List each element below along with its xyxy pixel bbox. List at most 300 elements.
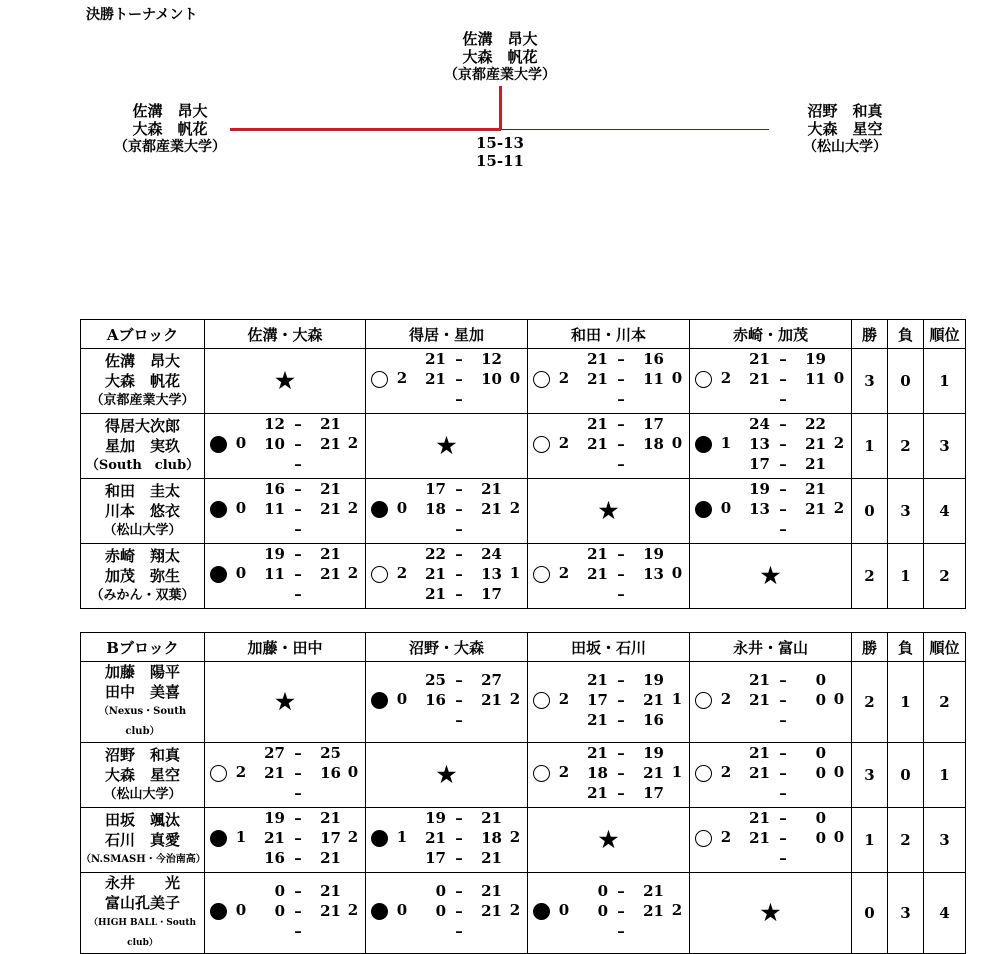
header-cell: 負 (888, 320, 924, 349)
player-name: 川本 悠衣 (104, 502, 180, 520)
set-score-own: 25 (425, 671, 446, 689)
header-cell: 田坂・石川 (528, 633, 690, 662)
set-score-dash: – (455, 565, 463, 583)
set-score-row (412, 584, 506, 604)
set-score-own: 21 (749, 370, 770, 388)
match-result (690, 349, 851, 413)
set-scores (736, 808, 830, 868)
sets-lost: 0 (671, 369, 683, 387)
set-score-row (574, 414, 668, 434)
sets-won: 2 (558, 564, 570, 582)
right-affiliation: （松山大学） (803, 139, 887, 155)
loss-circle-icon (533, 903, 550, 920)
set-score-dash: – (455, 545, 463, 563)
set-score-dash: – (455, 691, 463, 709)
header-cell: 和田・川本 (528, 320, 690, 349)
block-header-row (81, 320, 966, 349)
sets-lost: 0 (833, 369, 845, 387)
set-score-dash: – (617, 350, 625, 368)
set-score-dash: – (779, 764, 787, 782)
header-cell: 赤崎・加茂 (690, 320, 852, 349)
set-score-row (412, 710, 506, 730)
rank-cell: 4 (924, 479, 966, 544)
set-score-row (251, 848, 345, 868)
set-score-opp: 21 (320, 882, 341, 900)
set-score-own: 21 (749, 350, 770, 368)
set-score-opp: 19 (805, 350, 826, 368)
set-score-opp: 21 (805, 480, 826, 498)
set-score-dash: – (617, 455, 625, 473)
bracket-right-line (501, 129, 769, 130)
sets-won: 2 (558, 690, 570, 708)
match-cell (690, 349, 852, 414)
set-score-dash: – (294, 480, 302, 498)
set-score-dash: – (455, 922, 463, 940)
set-score-opp: 21 (643, 764, 664, 782)
sets-won: 2 (235, 763, 247, 781)
set-scores (251, 881, 345, 941)
set-score-dash: – (455, 480, 463, 498)
header-cell: Aブロック (81, 320, 205, 349)
set-score-dash: – (455, 809, 463, 827)
match-result (528, 414, 689, 478)
set-score-row (736, 743, 830, 763)
match-result (528, 881, 689, 945)
set-score-own: 17 (425, 849, 446, 867)
rank-cell: 2 (924, 544, 966, 609)
set-score-own: 21 (749, 691, 770, 709)
set-score-row (736, 519, 830, 539)
header-cell: 勝 (852, 633, 888, 662)
match-result (205, 743, 365, 807)
set-score-dash: – (294, 784, 302, 802)
sets-lost: 2 (347, 564, 359, 582)
player-name: 和田 圭太 (104, 482, 180, 500)
match-cell (366, 662, 528, 743)
player-name: 佐溝 昂大 (104, 352, 180, 370)
player-cell (81, 873, 205, 954)
set-score-dash: – (617, 784, 625, 802)
set-score-row (412, 670, 506, 690)
match-cell (690, 414, 852, 479)
set-score-opp: 16 (643, 711, 664, 729)
player-name: 大森 帆花 (104, 372, 180, 390)
set-scores (412, 349, 506, 409)
set-score-row (736, 828, 830, 848)
set-scores (412, 479, 506, 539)
set-score-own: 11 (264, 565, 285, 583)
loss-circle-icon (210, 830, 227, 847)
winner-name-2: 大森 帆花 (462, 48, 538, 66)
win-circle-icon (371, 371, 388, 388)
set-score-row (574, 901, 668, 921)
match-cell (528, 414, 690, 479)
sets-won: 2 (396, 564, 408, 582)
set-scores (412, 881, 506, 941)
set-score-row (574, 690, 668, 710)
set-score-opp: 21 (320, 545, 341, 563)
star-icon: ★ (760, 900, 781, 926)
win-circle-icon (533, 436, 550, 453)
sets-won: 0 (396, 901, 408, 919)
match-cell (690, 808, 852, 873)
set-score-row (736, 783, 830, 803)
wins-cell: 2 (852, 544, 888, 609)
set-score-opp: 12 (481, 350, 502, 368)
set-score-row (251, 414, 345, 434)
match-cell (690, 743, 852, 808)
block-b-table (80, 632, 966, 954)
left-name-2: 大森 帆花 (132, 120, 208, 138)
loss-circle-icon (371, 692, 388, 709)
wins-cell: 3 (852, 349, 888, 414)
set-score-opp: 21 (481, 500, 502, 518)
match-cell (366, 873, 528, 954)
header-cell: 順位 (924, 320, 966, 349)
match-cell (528, 873, 690, 954)
set-score-dash: – (779, 500, 787, 518)
set-score-own: 21 (587, 565, 608, 583)
set-score-dash: – (455, 849, 463, 867)
set-score-opp: 18 (643, 435, 664, 453)
match-result (690, 414, 851, 478)
match-cell (366, 808, 528, 873)
sets-lost: 2 (347, 828, 359, 846)
player-name: 星加 実玖 (104, 437, 180, 455)
header-cell: 永井・富山 (690, 633, 852, 662)
set-score-opp: 10 (481, 370, 502, 388)
set-score-dash: – (617, 390, 625, 408)
set-score-opp: 21 (805, 500, 826, 518)
set-scores (574, 670, 668, 730)
set-scores (736, 743, 830, 803)
set-score-opp: 21 (320, 500, 341, 518)
bracket-left-line (230, 128, 501, 131)
sets-won: 0 (720, 499, 732, 517)
set-score-row (574, 434, 668, 454)
set-score-row (574, 743, 668, 763)
set-score-opp: 21 (643, 691, 664, 709)
player-name: 田坂 颯汰 (104, 811, 180, 829)
player-name: 赤崎 翔太 (104, 547, 180, 565)
table-row (81, 662, 966, 743)
match-result (690, 808, 851, 872)
rank-cell: 1 (924, 349, 966, 414)
player-cell (81, 544, 205, 609)
set-score-dash: – (779, 370, 787, 388)
set-score-own: 21 (587, 545, 608, 563)
star-icon: ★ (436, 762, 457, 788)
set-score-row (412, 921, 506, 941)
table-row (81, 414, 966, 479)
set-score-own: 21 (587, 435, 608, 453)
set-score-dash: – (779, 809, 787, 827)
set-score-row (251, 499, 345, 519)
set-score-dash: – (617, 370, 625, 388)
losses-cell: 3 (888, 479, 924, 544)
set-score-dash: – (455, 829, 463, 847)
sets-lost: 2 (509, 499, 521, 517)
match-cell (690, 479, 852, 544)
player-affiliation: （松山大学） (103, 787, 182, 802)
set-score-row (251, 743, 345, 763)
set-score-opp: 11 (805, 370, 826, 388)
set-score-row (412, 499, 506, 519)
set-score-row (251, 763, 345, 783)
set-score-opp: 19 (643, 545, 664, 563)
set-score-dash: – (779, 849, 787, 867)
set-score-dash: – (294, 764, 302, 782)
set-score-opp: 21 (481, 902, 502, 920)
set-score-own: 21 (587, 711, 608, 729)
set-score-dash: – (617, 585, 625, 603)
rank-cell: 2 (924, 662, 966, 743)
set-score-row (412, 349, 506, 369)
set-score-dash: – (617, 545, 625, 563)
set-score-row (574, 544, 668, 564)
win-circle-icon (210, 765, 227, 782)
set-scores (736, 414, 830, 474)
set-score-own: 21 (749, 764, 770, 782)
set-score-own: 17 (587, 691, 608, 709)
set-scores (736, 479, 830, 539)
set-score-dash: – (617, 744, 625, 762)
set-score-opp: 21 (643, 902, 664, 920)
losses-cell: 0 (888, 743, 924, 808)
set-score-own: 21 (425, 370, 446, 388)
match-cell (528, 808, 690, 873)
set-score-dash: – (779, 520, 787, 538)
sets-won: 2 (396, 369, 408, 387)
set-score-opp: 22 (805, 415, 826, 433)
set-score-dash: – (779, 455, 787, 473)
loss-circle-icon (210, 566, 227, 583)
sets-lost: 2 (671, 901, 683, 919)
set-score-own: 19 (264, 809, 285, 827)
final-title: 決勝トーナメント (86, 7, 198, 23)
set-score-opp: 13 (481, 565, 502, 583)
set-score-own: 21 (587, 744, 608, 762)
match-cell (366, 414, 528, 479)
set-score-opp: 21 (481, 480, 502, 498)
player-name: 加藤 陽平 (104, 663, 180, 681)
match-cell (528, 544, 690, 609)
sets-won: 1 (720, 434, 732, 452)
match-cell (205, 479, 366, 544)
header-cell: Bブロック (81, 633, 205, 662)
set-score-opp: 21 (320, 565, 341, 583)
player-name: 富山孔美子 (104, 894, 180, 912)
set-score-row (412, 544, 506, 564)
sets-won: 2 (558, 434, 570, 452)
loss-circle-icon (210, 436, 227, 453)
set-score-own: 17 (425, 480, 446, 498)
set-score-own: 21 (425, 350, 446, 368)
match-cell (528, 662, 690, 743)
set-score-opp: 21 (320, 849, 341, 867)
set-score-own: 21 (587, 415, 608, 433)
set-score-opp: 21 (320, 480, 341, 498)
set-score-row (574, 389, 668, 409)
final-scores (460, 134, 540, 170)
sets-lost: 1 (671, 690, 683, 708)
match-result (205, 544, 365, 608)
win-circle-icon (533, 692, 550, 709)
set-score-dash: – (617, 671, 625, 689)
match-result (528, 670, 689, 734)
set-score-opp: 17 (643, 415, 664, 433)
table-row (81, 743, 966, 808)
set-score-opp: 17 (481, 585, 502, 603)
set-score-own: 12 (264, 415, 285, 433)
set-score-row (736, 369, 830, 389)
wins-cell: 3 (852, 743, 888, 808)
set-score-row (251, 454, 345, 474)
set-scores (412, 670, 506, 730)
match-cell (528, 479, 690, 544)
match-cell (528, 743, 690, 808)
set-score-row (736, 389, 830, 409)
header-cell: 順位 (924, 633, 966, 662)
match-cell (205, 662, 366, 743)
set-score-row (736, 434, 830, 454)
set-score-dash: – (779, 829, 787, 847)
set-score-dash: – (455, 500, 463, 518)
set-score-dash: – (294, 744, 302, 762)
set-score-row (574, 710, 668, 730)
losses-cell: 2 (888, 414, 924, 479)
set-score-row (412, 690, 506, 710)
set-score-dash: – (294, 565, 302, 583)
wins-cell: 1 (852, 808, 888, 873)
match-result (205, 808, 365, 872)
win-circle-icon (533, 566, 550, 583)
header-cell: 加藤・田中 (205, 633, 366, 662)
match-cell (690, 544, 852, 609)
sets-won: 0 (235, 901, 247, 919)
final-score-2: 15-11 (476, 152, 524, 170)
set-score-row (251, 921, 345, 941)
match-result (690, 743, 851, 807)
match-cell (528, 349, 690, 414)
table-row (81, 544, 966, 609)
set-score-dash: – (617, 415, 625, 433)
player-name: 加茂 弥生 (104, 567, 180, 585)
set-score-opp: 21 (481, 849, 502, 867)
set-score-dash: – (294, 455, 302, 473)
set-score-dash: – (455, 902, 463, 920)
match-result (690, 479, 851, 543)
set-score-dash: – (455, 711, 463, 729)
set-score-own: 21 (749, 809, 770, 827)
set-score-opp: 13 (643, 565, 664, 583)
set-score-dash: – (455, 350, 463, 368)
match-cell (366, 743, 528, 808)
match-cell (366, 479, 528, 544)
sets-won: 2 (558, 369, 570, 387)
set-score-dash: – (294, 902, 302, 920)
left-name-1: 佐溝 昂大 (132, 102, 208, 120)
set-scores (412, 544, 506, 604)
sets-lost: 0 (347, 763, 359, 781)
set-score-dash: – (617, 435, 625, 453)
set-score-row (251, 881, 345, 901)
set-score-dash: – (779, 711, 787, 729)
set-score-own: 21 (425, 565, 446, 583)
set-score-own: 21 (264, 764, 285, 782)
set-score-dash: – (779, 691, 787, 709)
match-result (528, 544, 689, 608)
set-scores (574, 544, 668, 604)
player-name: 沼野 和真 (104, 746, 180, 764)
set-score-row (251, 544, 345, 564)
set-score-row (736, 848, 830, 868)
set-score-row (412, 848, 506, 868)
sets-lost: 2 (347, 434, 359, 452)
set-score-opp: 0 (815, 671, 826, 689)
set-score-row (574, 369, 668, 389)
set-score-own: 21 (425, 829, 446, 847)
set-score-own: 18 (587, 764, 608, 782)
player-affiliation: （松山大学） (103, 523, 182, 538)
set-score-opp: 16 (320, 764, 341, 782)
set-score-own: 24 (749, 415, 770, 433)
sets-won: 0 (396, 690, 408, 708)
set-score-opp: 21 (805, 435, 826, 453)
sets-won: 0 (558, 901, 570, 919)
match-cell (690, 662, 852, 743)
right-name-1: 沼野 和真 (807, 102, 883, 120)
set-score-own: 0 (274, 902, 285, 920)
set-score-row (412, 828, 506, 848)
sets-lost: 1 (509, 564, 521, 582)
set-score-own: 10 (264, 435, 285, 453)
set-score-row (574, 349, 668, 369)
set-score-own: 22 (425, 545, 446, 563)
set-score-row (251, 564, 345, 584)
set-score-row (251, 901, 345, 921)
block-header-row (81, 633, 966, 662)
set-score-own: 13 (749, 435, 770, 453)
set-score-dash: – (294, 882, 302, 900)
star-icon: ★ (275, 368, 295, 394)
set-score-opp: 0 (815, 744, 826, 762)
match-result (366, 544, 527, 608)
set-score-row (412, 808, 506, 828)
match-cell (205, 873, 366, 954)
match-result (205, 414, 365, 478)
set-score-opp: 19 (643, 671, 664, 689)
set-score-own: 16 (264, 849, 285, 867)
set-scores (251, 808, 345, 868)
losses-cell: 0 (888, 349, 924, 414)
set-score-dash: – (294, 415, 302, 433)
left-affiliation: （京都産業大学） (114, 139, 226, 155)
set-score-row (251, 584, 345, 604)
sets-lost: 0 (509, 369, 521, 387)
win-circle-icon (695, 371, 712, 388)
player-affiliation: （HIGH BALL・South club） (88, 918, 197, 948)
set-score-row (574, 584, 668, 604)
wins-cell: 2 (852, 662, 888, 743)
loss-circle-icon (210, 501, 227, 518)
set-score-opp: 0 (815, 809, 826, 827)
set-score-row (574, 763, 668, 783)
rank-cell: 4 (924, 873, 966, 954)
star-icon: ★ (598, 827, 619, 853)
match-result (205, 881, 365, 945)
loss-circle-icon (210, 903, 227, 920)
